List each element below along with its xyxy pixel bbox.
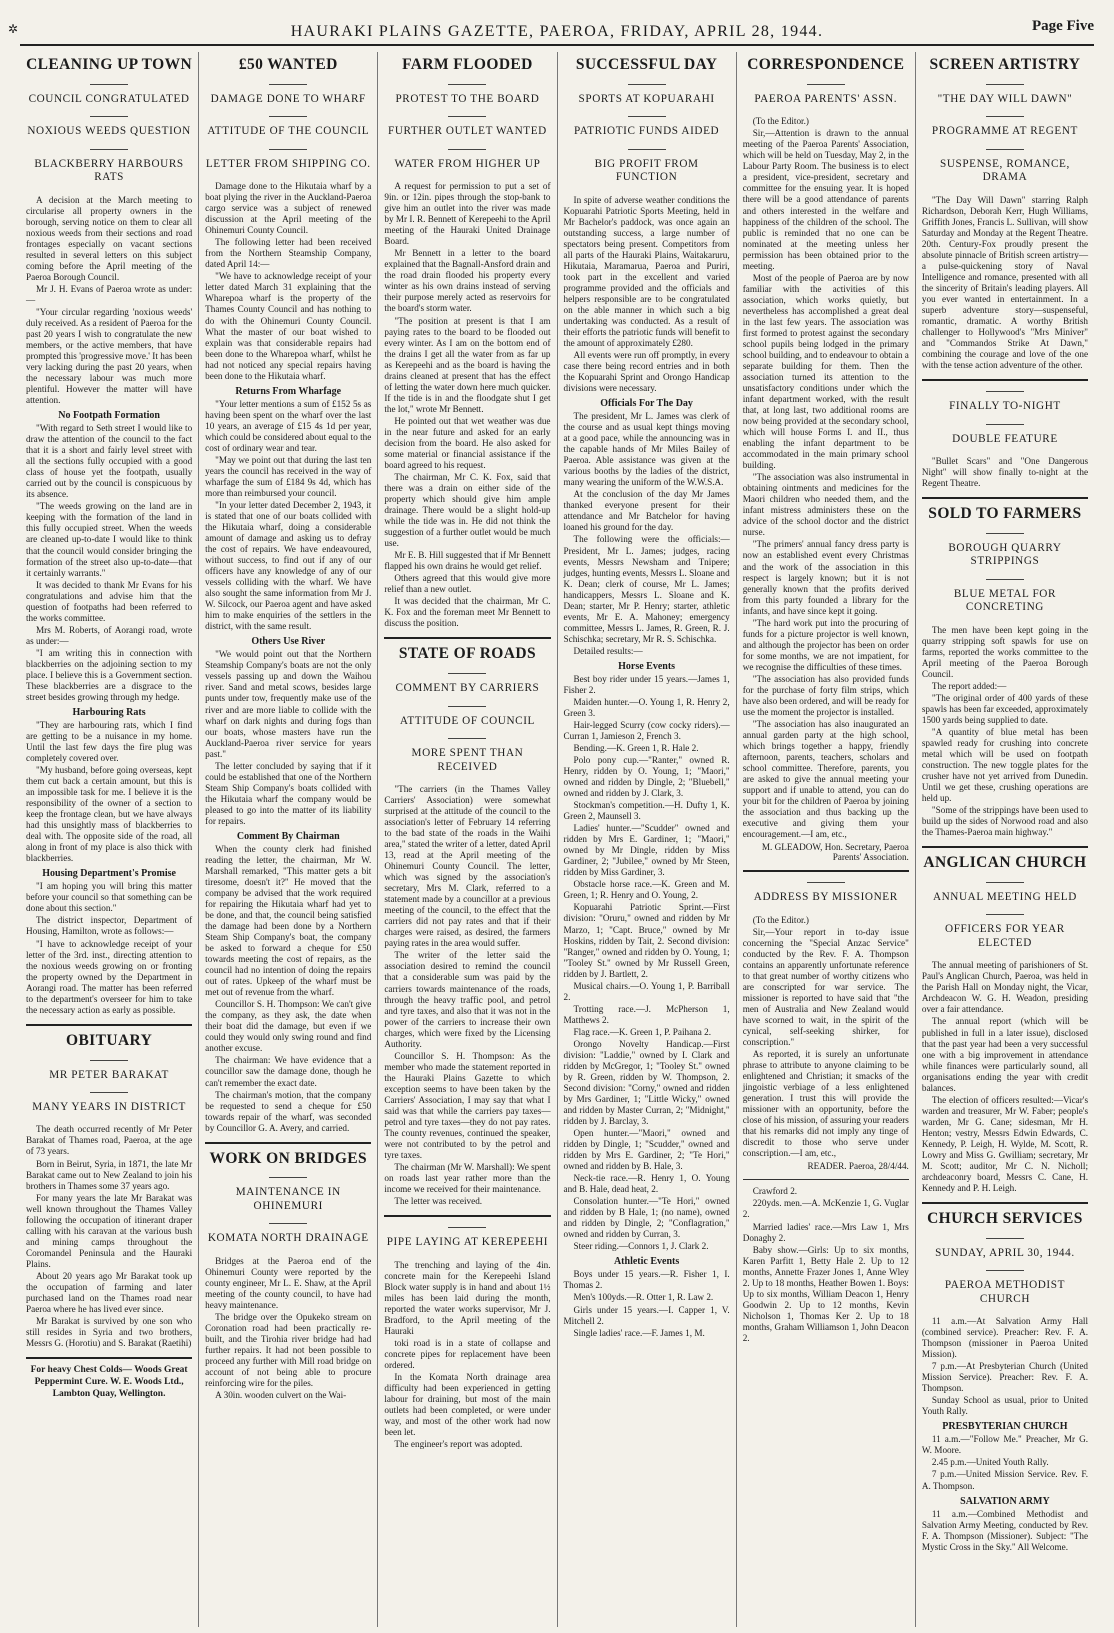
subheadline: ATTITUDE OF THE COUNCIL — [205, 116, 371, 138]
subheadline: FURTHER OUTLET WANTED — [384, 116, 550, 138]
advert-divider — [26, 1357, 192, 1359]
paragraph: Maiden hunter.—O. Young 1, R. Henry 2, Green 3. — [563, 696, 730, 718]
section-subhead: Athletic Events — [613, 1256, 680, 1268]
subheadline: ANNUAL MEETING HELD — [922, 882, 1088, 904]
section-subhead: Harbouring Rats — [72, 706, 146, 718]
page-number: Page Five — [1031, 18, 1094, 34]
advertisement: For heavy Chest Colds— Woods Great Peppermint Cure. W. E. Woods Ltd., Lambton Quay, Wellington. — [30, 1365, 188, 1399]
subheadline: COUNCIL CONGRATULATED — [26, 84, 192, 106]
subheadline: BOROUGH QUARRY STRIPPINGS — [922, 533, 1088, 569]
paragraph: A decision at the March meeting to circularise all property owners in the borough, serving notice on them to clear all noxious weeds from their sections and road frontages especially on vacant sections resulted in several letters on this subject coming before the April meeting of the Paeroa Borough Council. — [26, 194, 193, 282]
paragraph: The chairman: We have evidence that a councillor saw the damage done, though he can't remember the exact date. — [205, 1055, 372, 1088]
subheadline: BLACKBERRY HARBOURS RATS — [26, 149, 192, 185]
subheadline: PROGRAMME AT REGENT — [922, 116, 1088, 138]
paragraph: Councillor S. H. Thompson: As the member who made the statement reported in the Hauraki Plains Gazette to which exception seems to have been taken by the Carriers' Association, I may say that what I said was that while the carriers pay taxes—petrol and tyre taxes—they do not pay rates. The county revenues, continued the speaker, were not contributed to by the petrol and tyre taxes. — [384, 1050, 551, 1160]
section-subhead: Horse Events — [618, 660, 676, 672]
paragraph: Girls under 15 years.—I. Capper 1, V. Mitchell 2. — [563, 1304, 730, 1326]
article — [205, 1142, 371, 1402]
headline: ANGLICAN CHURCH — [923, 854, 1087, 872]
subheadline: LETTER FROM SHIPPING CO. — [205, 149, 371, 171]
article — [922, 497, 1088, 838]
paragraph: When the county clerk had finished reading the letter, the chairman, Mr W. Marshall remarked, "This matter gets a bit tiresome, doesn't it?" He moved that the company be advised that the work required for repairing the Hikutaia wharf had yet to be done, and that, the council being satisfied the damage had been done by a Northern Steam Ship Company's boat, the company be asked to forward a cheque for £50 towards meeting the cost of repairs, as the council had no intention of doing the repairs out of rates. Upkeep of the wharf must be met out of revenue from the wharf. — [205, 843, 372, 998]
paragraph: "The primers' annual fancy dress party is now an established event every Christmas and the work of the association in this respect is largely known; but it is not generally known that the profits derived from this party founded a library for the infants, and have since kept it going. — [742, 539, 909, 616]
paragraph: Mr Bennett in a letter to the board explained that the Bagnall-Ansford drain and the road drain flooded his property every winter as his own drains instead of serving their purpose merely acted as reservoirs for the board's storm water. — [384, 248, 551, 314]
article-divider — [922, 379, 1088, 381]
section-subhead: SALVATION ARMY — [960, 1495, 1050, 1507]
paragraph: Steer riding.—Connors 1, J. Clark 2. — [573, 1241, 709, 1252]
subheadline: DAMAGE DONE TO WHARF — [205, 84, 371, 106]
paragraph: The annual report (which will be published in full in a later issue), disclosed that the past year had been a very successful one with a big improvement in attendance while finances were particularly sound, all organisations ending the year with credit balances. — [921, 1016, 1089, 1093]
paragraph: Best boy rider under 15 years.—James 1, Fisher 2. — [563, 673, 730, 695]
paragraph: "The association was also instrumental in obtaining ointments and medicines for the Maori children who needed them, and the infant mistress administers these on the advice of the school doctor and the district nurse. — [742, 472, 909, 538]
subheadline: BIG PROFIT FROM FUNCTION — [564, 149, 730, 185]
paragraph: Ladies' hunter.—"Scudder" owned and ridden by Mrs E. Gardiner, 1; "Maori," owned by Mr Dingle, ridden by Miss Gardiner, 2; "Jubilee," owned by Mr Steen, ridden by Miss Gardiner, 3. — [563, 823, 730, 878]
paragraph: "The carriers (in the Thames Valley Carriers' Association) were somewhat surprised at the attitude of the council to the association's letter of February 14 referring to the bad state of the roads in the Waihi area," stated the writer of a letter, dated April 13, read at the April meeting of the Ohinemuri County Council. The letter, which was signed by the association's secretary, Mrs M. Clark, referred to a statement made by a councillor at a previous meeting of the council, to the effect that the carriers did not pay rates and that if their charges were raised, as desired, the farmers paying rates in the area would suffer. — [384, 783, 551, 949]
paragraph: It was decided that the chairman, Mr C. K. Fox and the foreman meet Mr Bennett to discuss the position. — [384, 596, 551, 629]
paragraph: The trenching and laying of the 4in. concrete main for the Kerepeehi Island Block water supply is in hand and about 1½ miles has been laid during the month, reported the water works supervisor, Mr J. Bradford, to the April meeting of the Hauraki — [384, 1259, 551, 1336]
article — [384, 637, 550, 1207]
signature: READER. Paeroa, 28/4/44. — [807, 1161, 909, 1172]
paragraph: Born in Beirut, Syria, in 1871, the late Mr Barakat came out to New Zealand to join his brothers in Thames some 37 years ago. — [26, 1158, 193, 1191]
paragraph: The letter was received. — [394, 1196, 483, 1207]
subheadline: PAEROA METHODIST CHURCH — [922, 1270, 1088, 1306]
section-subhead: PRESBYTERIAN CHURCH — [942, 1421, 1068, 1433]
subheadline: SUNDAY, APRIL 30, 1944. — [922, 1238, 1088, 1260]
paragraph: Sir,—Your report in to-day issue concerning the "Special Anzac Service" conducted by the Rev. F. A. Thompson contains an apparently unfortunate reference to that great number of worthy citizens who are conscripted for war service. The missioner is reported to have said that "the men of Australia and New Zealand would have scorned to wait, in the spirit of the cynical, self-seeking shirker, for conscription." — [742, 926, 909, 1048]
headline: CLEANING UP TOWN — [26, 56, 193, 73]
headline: SCREEN ARTISTRY — [929, 56, 1081, 73]
paragraph: Bending.—K. Green 1, R. Hale 2. — [573, 743, 699, 753]
subheadline: BLUE METAL FOR CONCRETING — [922, 579, 1088, 615]
paragraph: 11 a.m.—"Follow Me." Preacher, Mr G. W. Moore. — [921, 1434, 1089, 1456]
paragraph: Others agreed that this would give more relief than a new outlet. — [384, 573, 551, 595]
section-subhead: Comment By Chairman — [236, 830, 340, 842]
paragraph: "Bullet Scars" and "One Dangerous Night" will show finally to-night at the Regent Theatre. — [921, 455, 1089, 488]
paragraph: "We have to acknowledge receipt of your letter dated March 31 explaining that the Wharepoa wharf is the property of the Thames County Council and has nothing to do with the Ohinemuri County Council. What the master of our boat wished to explain was that considerable repairs had been done to the Wharepoa wharf, whilst he had not noticed any special repairs having been done to the Hikutaia wharf. — [205, 271, 372, 381]
paragraph: About 20 years ago Mr Barakat took up the occupation of farming and later purchased land on the Thames road near Paeroa where he has lived ever since. — [26, 1270, 193, 1314]
paragraph: "I have to acknowledge receipt of your letter of the 3rd. inst., directing attention to the noxious weeds growing on or fronting the property owned by the Department in Aorangi road. The matter has been referred to the department's overseer for him to take the necessary action as early as possible. — [26, 938, 193, 1015]
subheadline: PATRIOTIC FUNDS AIDED — [564, 116, 730, 138]
paragraph: Consolation hunter.—"Te Hori," owned and ridden by B Hale, 1; (no name), owned and ridden by Dingle, 2; "Conflagration," owned and ridden by Curran, 3. — [563, 1196, 730, 1240]
paragraph: As reported, it is surely an unfortunate phrase to attribute to anyone claiming to be enlightened and Christian; it smacks of the jingoistic verbiage of a less enlightened generation. I trust this will provide the missioner with an opportunity, before the close of his mission, of assuring your readers that his remarks did not imply any tinge of discredit to those who serve under conscription.—I am, etc., — [742, 1049, 909, 1159]
paragraph: Mrs M. Roberts, of Aorangi road, wrote as under:— — [26, 624, 193, 646]
paragraph: Married ladies' race.—Mrs Law 1, Mrs Donaghy 2. — [742, 1221, 909, 1243]
section-subhead: Returns From Wharfage — [235, 385, 342, 397]
article-divider — [384, 637, 550, 639]
corner-glyph: ✲ — [8, 22, 19, 36]
article — [26, 1024, 192, 1349]
paragraph: It was decided to thank Mr Evans for his congratulations and advise him that the question of footpaths had been referred to the works committee. — [26, 579, 193, 623]
article — [922, 379, 1088, 489]
headline: SUCCESSFUL DAY — [575, 56, 718, 73]
article — [743, 870, 909, 1344]
subheadline: MANY YEARS IN DISTRICT — [26, 1092, 192, 1114]
headline: FARM FLOODED — [402, 56, 533, 73]
article-divider — [205, 1142, 371, 1144]
paragraph: "I am writing this in connection with blackberries on the adjoining section to my place. I believe this is a Government section. These blackberries are a disgrace to the street besides growing through my hedge. — [26, 647, 193, 702]
column-3 — [378, 52, 557, 1627]
paragraph: "The Day Will Dawn" starring Ralph Richardson, Deborah Kerr, Hugh Williams, Griffith Jones, Francis L. Sullivan, will show Saturday and Monday at the Regent Theatre. 20th. Century-Fox proudly present the absolute pinnacle of British screen artistry—a pulse-quickening story of Naval Intelligence and romance, presented with all the sincerity of Britain's leading players. All you ever wanted in entertainment. In a superb adventure story—suspenseful, romantic, dramatic. A worthy British challenger to Hollywood's "Mrs Miniver" and "Commandos Strike At Dawn," combining the courage and love of the one with the tense action adventure of the other. — [921, 194, 1089, 371]
subheadline: PIPE LAYING AT KEREPEEHI — [384, 1227, 550, 1249]
headline: OBITUARY — [65, 1031, 153, 1049]
paragraph: Damage done to the Hikutaia wharf by a boat plying the river in the Auckland-Paeroa cargo service was a subject of renewed discussion at the April meeting of the Ohinemuri County Council. — [205, 181, 372, 236]
paragraph: Obstacle horse race.—K. Green and M. Green, 1; R. Henry and O. Young, 2. — [563, 879, 730, 901]
article-divider — [922, 1202, 1088, 1204]
paragraph: Stockman's competition.—H. Dufty 1, K. Green 2, Maunsell 3. — [563, 800, 730, 822]
subheadline: PAEROA PARENTS' ASSN. — [743, 84, 909, 106]
paragraph: Single ladies' race.—F. James 1, M. — [573, 1327, 705, 1338]
subheadline: MAINTENANCE IN OHINEMURI — [205, 1177, 371, 1213]
paragraph: Open hunter.—"Maori," owned and ridden by Dingle, 1; "Scudder," owned and ridden by Mrs E. Gardiner, 2; "Te Hori," owned and ridden by B. Hale, 3. — [563, 1128, 730, 1172]
paragraph: The bridge over the Opukeko stream on Coronation road had been practically re-built, and the Tirohia river bridge had had further repairs. It had not been possible to proceed any further with Mill road bridge on account of not being able to procure reinforcing wire for the piles. — [205, 1311, 372, 1389]
article-divider — [26, 1024, 192, 1026]
paragraph: The men have been kept going in the quarry stripping soft spawls for use on farms, reported the works committee to the April meeting of the Paeroa Borough Council. — [921, 624, 1089, 679]
subheadline: NOXIOUS WEEDS QUESTION — [26, 116, 192, 138]
subheadline: MORE SPENT THAN RECEIVED — [384, 738, 550, 774]
paragraph: In the Komata North drainage area difficulty had been experienced in getting labour for draining, but most of the main outlets had been completed, or were under way, and most of the other work had now been let. — [384, 1371, 551, 1438]
paragraph: Most of the people of Paeroa are by now familiar with the activities of this association, which works quietly, but nevertheless has accomplished a great deal in the last few years. The association was first formed to protest against the secondary school pupils being lodged in the primary school building, and to endeavour to obtain a separate building for them. Then the association turned its attention to the unsatisfactory conditions under which the infant department worked, with the result that, at long last, two additional rooms are now being provided at the secondary school, which will house Forms I. and II., thus enabling the infant department to be accommodated in the main primary school building. — [742, 272, 909, 471]
headline: CHURCH SERVICES — [927, 1209, 1083, 1227]
paragraph: Mr J. H. Evans of Paeroa wrote as under:— — [26, 283, 193, 305]
paragraph: Mr E. B. Hill suggested that if Mr Bennett flapped his own drains he would get relief. — [384, 550, 551, 572]
paragraph: "With regard to Seth street I would like to draw the attention of the council to the fact that it is a short and fairly level street with all the sections fully occupied with a good class of house yet the footpath, usually carried out by the council is conspicuous by its absence. — [26, 423, 193, 500]
article — [922, 846, 1088, 1194]
column-6 — [916, 52, 1094, 1627]
paragraph: "The association has also provided funds for the purchase of forty film strips, which have also been ordered, and will be ready for use the moment the projector is installed. — [742, 673, 909, 717]
paragraph: Hair-legged Scurry (cow cocky riders).—Curran 1, Jamieson 2, French 3. — [563, 719, 730, 741]
paragraph: The following were the officials:—President, Mr L. James; judges, racing events, Messrs Newsham and Tnipere; judges, hunting events, Messrs L. Sloane and K. Dean; clerk of course, Mr L. James; handicappers, Messrs L. Sloane and K. Dean; starter, Mr P. Henry; starter, athletic events, Mr E. A. Mahoney; emergency committee, Messrs L. James, R. Green, R. J. Schischka; secretary, Mr R. S. Schischka. — [563, 534, 730, 644]
paragraph: "I am hoping you will bring this matter before your council so that something can be done about this section." — [26, 881, 193, 914]
paragraph: "May we point out that during the last ten years the council has received in the way of wharfage the sum of £184 9s 4d, which has more than reimbursed your council. — [205, 454, 372, 498]
article — [922, 1202, 1088, 1553]
column-5 — [737, 52, 916, 1627]
column-2 — [199, 52, 378, 1627]
paragraph: "They are harbouring rats, which I find are getting to be a nuisance in my home. Until the last few days the fire plug was completely covered over. — [26, 719, 193, 764]
paragraph: "The original order of 400 yards of these spawls has been far exceeded, approximately 1500 yards being supplied to date. — [921, 692, 1089, 725]
paragraph: The election of officers resulted:—Vicar's warden and treasurer, Mr W. Faber; people's warden, Mr G. Cane; sidesman, Mr H. Henton; vestry, Messrs Edwin Edwards, C. Kennedy, P. Leigh, H. Wylde, M. Scott, R. Lowry and Miss G. Gwilliam; secretary, Mr M. Scott; auditor, Mr C. N. Nicholl; archdeaconry board, Messrs C. Cane, H. Kennedy and P. H. Leigh. — [921, 1094, 1089, 1193]
paragraph: The district inspector, Department of Housing, Hamilton, wrote as follows:— — [26, 915, 193, 937]
paragraph: He pointed out that wet weather was due in the near future and asked for an early decision from the board. He also asked for some material or financial assistance if the board agreed to his request. — [384, 415, 551, 470]
subheadline: ATTITUDE OF COUNCIL — [384, 706, 550, 728]
article-divider — [922, 497, 1088, 499]
article — [922, 56, 1088, 371]
paragraph: Baby show.—Girls: Up to six months, Karen Parfitt 1, Betty Hale 2. Up to 12 months, Annette Frazer Jones 1, Anne Wley 2. Up to 18 months, Heather Bowen 1. Boys: Up to six months, William Deacon 1, Henry Goodwin 2. Up to 12 months, Kevin Nicholson 1, Thomas Ker 2. Up to 18 months, Graham Williamson 1, John Deacon 2. — [742, 1244, 909, 1343]
paragraph: The president, Mr L. James was clerk of the course and as usual kept things moving at a good pace, while the announcing was in the capable hands of Mr Miles Bailey of Paeroa. Able assistance was given at the various booths by the ladies of the district, many wearing the uniform of the W.W.S.A. — [563, 411, 730, 488]
signature: M. GLEADOW, Hon. Secretary, Paeroa Parents' Association. — [761, 842, 909, 863]
paragraph: Trotting race.—J. McPherson 1, Matthews 2. — [563, 1003, 730, 1025]
paragraph: 7 p.m.—At Presbyterian Church (United Mission Service). Preacher: Rev. F. A. Thompson. — [921, 1361, 1089, 1394]
article — [564, 56, 730, 1339]
subheadline: FINALLY TO-NIGHT — [922, 391, 1088, 413]
article-divider — [384, 1215, 550, 1217]
paragraph: Bridges at the Paeroa end of the Ohinemuri County were reported by the county engineer, Mr L. E. Shaw, at the April meeting of the county council, to have had heavy maintenance. — [205, 1255, 372, 1310]
paragraph: The engineer's report was adopted. — [394, 1439, 523, 1450]
paragraph: "Your letter mentions a sum of £152 5s as having been spent on the wharf over the last 10 years, an average of £15 4s 1d per year, which could be considered about equal to the cost of ordinary wear and tear. — [205, 398, 372, 453]
section-subhead: Others Use River — [251, 636, 326, 648]
masthead — [20, 18, 1094, 46]
paragraph: Crawford 2. — [752, 1186, 798, 1197]
paragraph: 220yds. men.—A. McKenzie 1, G. Vuglar 2. — [742, 1198, 909, 1220]
subheadline: ADDRESS BY MISSIONER — [743, 882, 909, 904]
paragraph: Musical chairs.—O. Young 1, P. Barriball 2. — [563, 980, 730, 1002]
subheadline: WATER FROM HIGHER UP — [384, 149, 550, 171]
paragraph: A 30in. wooden culvert on the Wai- — [215, 1390, 347, 1401]
article — [26, 56, 192, 1016]
paragraph: "We would point out that the Northern Steamship Company's boats are not the only vessels passing up and down the Waihou river. Sand and metal scows, besides large punts under tow, frequently make use of the river and are more liable to collide with the wharf on dark nights and during fogs than our boats, whose masters have run the Auckland-Paeroa river service for years past." — [205, 649, 372, 759]
column-1 — [20, 52, 199, 1627]
article — [743, 56, 909, 862]
paragraph: The annual meeting of parishioners of St. Paul's Anglican Church, Paeroa, was held in the Parish Hall on Monday night, the Vicar, Archdeacon W. G. H. Weadon, presiding over a fair attendance. — [921, 960, 1089, 1015]
paragraph: "The weeds growing on the land are in keeping with the formation of the land in this fully occupied street. When the weeds are cleaned up-to-date I would like to think that the council would consider bringing the formation of the street also up-to-date—that it certainly warrants." — [26, 501, 193, 578]
paragraph: 7 p.m.—United Mission Service. Rev. F. A. Thompson. — [921, 1469, 1089, 1491]
subheadline: PROTEST TO THE BOARD — [384, 84, 550, 106]
paragraph: toki road is in a state of collapse and concrete pipes for replacement have been ordered. — [384, 1337, 551, 1370]
subheadline: KOMATA NORTH DRAINAGE — [205, 1223, 371, 1245]
headline: STATE OF ROADS — [398, 645, 536, 663]
paragraph: The letter concluded by saying that if it could be established that one of the Northern Steam Ship Company's boats collided with the Hikutaia wharf the company would be pleased to go into the matter of its liability for repairs. — [205, 760, 372, 826]
paragraph: (To the Editor.) — [752, 116, 809, 127]
paragraph: Detailed results:— — [573, 645, 643, 656]
subheadline: MR PETER BARAKAT — [26, 1060, 192, 1082]
paragraph: The chairman (Mr W. Marshall): We spent on roads last year rather more than the income we received for their maintenance. — [384, 1162, 551, 1195]
article-columns — [20, 52, 1094, 1627]
paragraph: "My husband, before going overseas, kept them cut back a certain amount, but this is an impossible task for me. I believe it is the responsibility of the owner of a section to keep the frontage clean, but we have always had this unsightly mass of blackberries to deal with. The opposite side of the road, all along in front of my place is also thick with blackberries. — [26, 765, 193, 864]
article — [205, 56, 371, 1134]
column-4 — [558, 52, 737, 1627]
section-subhead: Housing Department's Promise — [42, 868, 176, 880]
paragraph: "The hard work put into the procuring of funds for a picture projector is well known, and although the projector has been on order for some months, we are not impatient, for we recognise the difficulties of these times. — [742, 617, 909, 672]
paragraph: Orongo Novelty Handicap.—First division: "Laddie," owned by I. Clark and ridden by McGregor, 1; "Tooley St." owned by R. Green, ridden by W. Thompson, 2. Second division: "Corny," owned and ridden by Mrs Gardiner, 1; "Little Wicky," owned and ridden by Master Curran, 2; "Midnight," ridden by J. Barclay, 3. — [563, 1038, 730, 1127]
subheadline: COMMENT BY CARRIERS — [384, 673, 550, 695]
subheadline: OFFICERS FOR YEAR ELECTED — [922, 914, 1088, 950]
paragraph: Men's 100yds.—R. Otter 1, R. Law 2. — [573, 1292, 714, 1303]
article — [384, 56, 550, 629]
subheadline: SUSPENSE, ROMANCE, DRAMA — [922, 149, 1088, 185]
paragraph: Sunday School as usual, prior to United Youth Rally. — [921, 1395, 1089, 1417]
paragraph: "The position at present is that I am paying rates to the board to be flooded out every winter. As I am on the bottom end of the drains I get all the water from as far up as Kerepeehi and as the board is having the drains cleaned at present that has the effect of letting the water down here much quicker. If the tide is in and the floodgate shut I get the lot," wrote Mr Bennett. — [384, 315, 551, 414]
paragraph: Polo pony cup.—"Ranter," owned R. Henry, ridden by O. Young, 1; "Maori," owned and ridden by Dingle, 2; "Bluebell," owned and ridden by J. Clark, 3. — [563, 755, 730, 799]
article — [384, 1215, 550, 1450]
subheadline: "THE DAY WILL DAWN" — [922, 84, 1088, 106]
section-subhead: No Footpath Formation — [58, 410, 160, 422]
paragraph: The writer of the letter said the association desired to remind the council that a considerable sum was paid by the carriers towards maintenance of the roads, through the heavy traffic pool, and petrol and tyre taxes, and also that it was not in the power of the carriers to increase their own charges, which were fixed by the Licensing Authority. — [384, 950, 551, 1049]
newspaper-title: HAURAKI PLAINS GAZETTE, PAEROA, FRIDAY, APRIL 28, 1944. — [290, 23, 824, 40]
paragraph: Boys under 15 years.—R. Fisher 1, I. Thomas 2. — [563, 1269, 730, 1291]
article-divider — [743, 1179, 909, 1180]
paragraph: The chairman, Mr C. K. Fox, said that there was a drain on either side of the property which should give him ample drainage. There would be a slight hold-up while the tide was in. He did not think the suggestion of a further outlet would be much use. — [384, 471, 551, 549]
headline: SOLD TO FARMERS — [928, 505, 1082, 523]
paragraph: "The association has also inaugurated an annual garden party at the high school, which brings together a happy, friendly afternoon, parents, teachers, scholars and school committee. Therefore, parents, you are asked to give the annual meeting your support and if unable to attend, you can do your bit for the children of Paeroa by joining the association and thus backing up the executive and giving them your encouragement.—I am, etc., — [742, 718, 909, 840]
headline: WORK ON BRIDGES — [209, 1149, 368, 1167]
headline: £50 WANTED — [238, 56, 338, 73]
section-subhead: Officials For The Day — [600, 398, 693, 410]
paragraph: "A quantity of blue metal has been spawled ready for crushing into concrete metal which will be used on footpath construction. The new toggle plates for the crusher have not yet arrived from Dunedin. Until we get these, crushing operations are held up. — [921, 726, 1089, 804]
paragraph: A request for permission to put a set of 9in. or 12in. pipes through the stop-bank to give him an outlet into the river was made by Mr I. R. Bennett of Kerepeehi to the April meeting of the Hauraki United Drainage Board. — [384, 181, 551, 247]
paragraph: The report added:— — [931, 680, 1007, 691]
paragraph: The death occurred recently of Mr Peter Barakat of Thames road, Paeroa, at the age of 73 years. — [26, 1124, 193, 1157]
paragraph: Neck-tie race.—R. Henry 1, O. Young and B. Hale, dead heat, 2. — [563, 1173, 730, 1195]
headline: CORRESPONDENCE — [747, 56, 905, 73]
paragraph: 11 a.m.—At Salvation Army Hall (combined service). Preacher: Rev. F. A. Thompson (missioner in Paeroa United Mission). — [921, 1316, 1089, 1360]
paragraph: 2.45 p.m.—United Youth Rally. — [931, 1457, 1049, 1468]
paragraph: Sir,—Attention is drawn to the annual meeting of the Paeroa Parents' Association, which will be held on Tuesday, May 2, in the Labour Party Room. The business is to elect a president, vice-president, secretary and committee for the ensuing year. It is hoped there will be a good attendance of parents and others interested in the welfare and happiness of the children of the school. The public is reminded that no one can be nominated at the meeting unless her permission has been obtained prior to the meeting. — [742, 128, 909, 271]
paragraph: "In your letter dated December 2, 1943, it is stated that one of our boats collided with the Hikutaia wharf, doing a considerable amount of damage and asking us to defray the cost of repairs. We have endeavoured, without success, to find out if any of our officers have any knowledge of any of our vessels colliding with the wharf. We have also sought the same information from Mr J. W. Silcock, our Paeroa agent and have asked him to make enquiries of the settlers in the district, with the same result. — [205, 499, 372, 632]
subheadline: SPORTS AT KOPUARAHI — [564, 84, 730, 106]
article-divider — [922, 846, 1088, 848]
paragraph: The following letter had been received from the Northern Steamship Company, dated April 14:— — [205, 237, 372, 270]
paragraph: The chairman's motion, that the company be requested to send a cheque for £50 towards repair of the wharf, was seconded by Councillor G. A. Avery, and carried. — [205, 1089, 372, 1133]
paragraph: At the conclusion of the day Mr James thanked everyone present for their attendance and Mr Batchelor for having loaned his ground for the day. — [563, 489, 730, 533]
paragraph: Mr Barakat is survived by one son who still resides in Syria and two brothers, Messrs G. (Horotiu) and S. Barakat (Raetihi) — [26, 1315, 193, 1348]
paragraph: All events were run off promptly, in every case there being record entries and in both the Kopuarahi Sprint and Orongo Handicap divisions were necessary. — [563, 350, 730, 394]
subheadline: DOUBLE FEATURE — [922, 424, 1088, 446]
paragraph: (To the Editor.) — [752, 914, 809, 925]
paragraph: Councillor S. H. Thompson: We can't give the company, as they ask, the date when their boat did the damage, but even if we could they would only swing round and find another excuse. — [205, 999, 372, 1054]
paragraph: In spite of adverse weather conditions the Kopuarahi Patriotic Sports Meeting, held in Mr Bachelor's paddock, was once again an outstanding success, a large number of spectators being present. Competitors from all parts of the Hauraki Plains, Waitakaruru, Hikutaia, Maramarua, Paeroa and Puriri, took part in the excellent and varied programme provided and the officials and helpers responsible are to be congratulated on the able manner in which such a big undertaking was conducted. As a result of their efforts the patriotic funds will benefit to the amount of approximately £280. — [563, 194, 730, 348]
article-divider — [743, 870, 909, 872]
paragraph: "Your circular regarding 'noxious weeds' duly received. As a resident of Paeroa for the past 20 years I wish to congratulate the new members, or the active members, that have prompted this 'progressive move.' It has been very lacking during the past 20 years, when the necessary labour was much more plentiful. However the matter will have attention. — [26, 306, 193, 406]
paragraph: Kopuarahi Patriotic Sprint.—First division: "Oruru," owned and ridden by Mr Marzo, 1; "Capt. Bruce," owned by Mr Hoskins, ridden by Tait, 2. Second division: "Ranger," owned and ridden by O. Young, 1; "Tooley St." owned by Mr Russell Green, ridden by J. Bartlett, 2. — [563, 902, 730, 979]
paragraph: 11 a.m.—Combined Methodist and Salvation Army Meeting, conducted by Rev. F. A. Thompson (Missioner). Subject: "The Mystic Cross in the Sky." All Welcome. — [921, 1508, 1089, 1552]
paragraph: For many years the late Mr Barakat was well known throughout the Thames Valley following the occupation of itinerant draper calling with his caravan at the various bush and mining camps throughout the Coromandel Peninsula and the Hauraki Plains. — [26, 1192, 193, 1269]
paragraph: "Some of the strippings have been used to build up the sides of Norwood road and also the Thames-Paeroa main highway." — [921, 805, 1089, 838]
paragraph: Flag race.—K. Green 1, P. Paihana 2. — [573, 1026, 712, 1037]
